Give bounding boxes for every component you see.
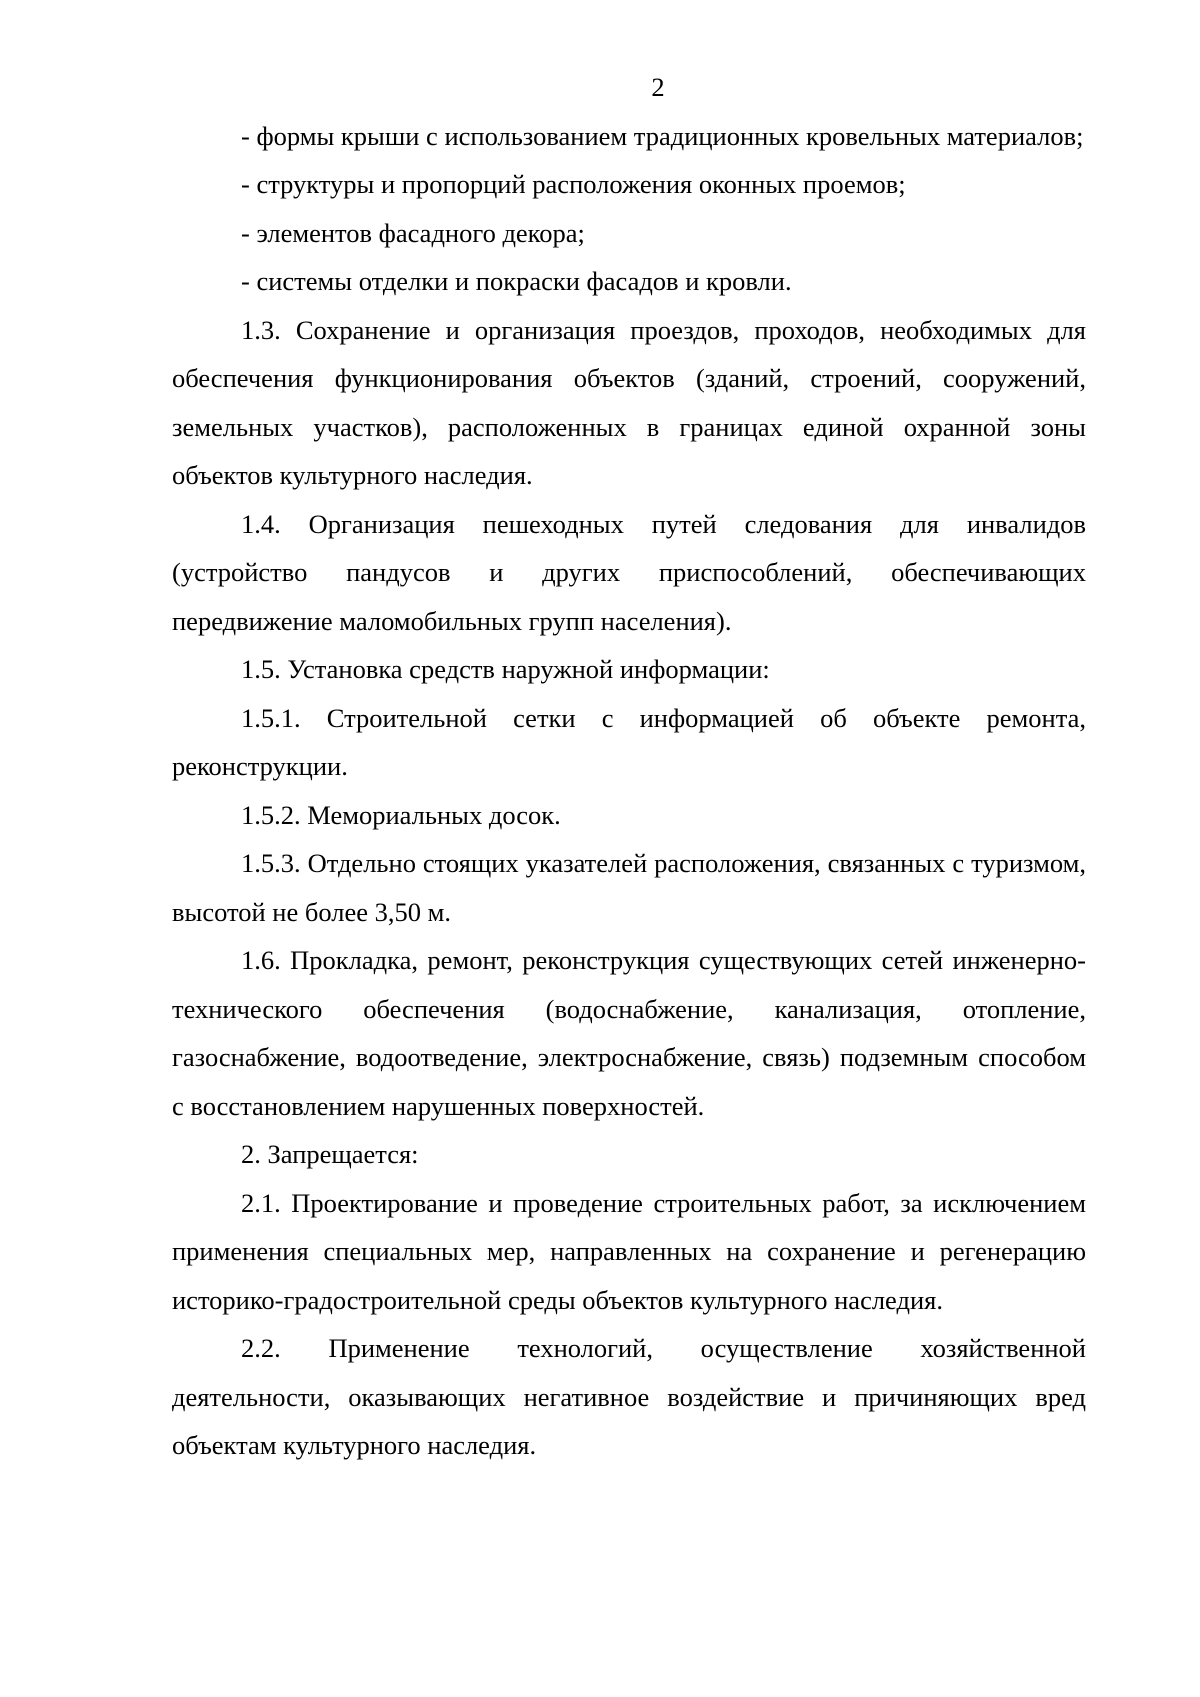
paragraph-1-6: 1.6. Прокладка, ремонт, реконструкция существующих сетей инженерно-технического обеспечения (водоснабжение, канализация, отопление, газоснабжение, водоотведение, электроснабжение, связь) подземным способом с восстановлением нарушенных поверхностей. [172,945,1086,1121]
paragraph-1-4: 1.4. Организация пешеходных путей следования для инвалидов (устройство пандусов и других приспособлений, обеспечивающих передвижение маломобильных групп населения). [172,508,1086,636]
page-number: 2 [651,72,665,102]
paragraph-2-2: 2.2. Применение технологий, осуществление хозяйственной деятельности, оказывающих негативное воздействие и причиняющих вред объектам культурного наследия. [172,1333,1086,1460]
paragraph-facade-decor: - элементов фасадного декора; [241,217,585,248]
paragraph-1-5: 1.5. Установка средств наружной информации: [241,654,770,684]
paragraph-1-5-2: 1.5.2. Мемориальных досок. [241,799,561,830]
paragraph-1-5-1: 1.5.1. Строительной сетки с информацией об объекте ремонта, реконструкции. [172,702,1086,781]
paragraph-window-structure: - структуры и пропорций расположения оконных проемов; [241,169,906,199]
paragraph-1-5-3: 1.5.3. Отдельно стоящих указателей расположения, связанных с туризмом, высотой не более 3,50 м. [172,848,1086,927]
paragraph-2-1: 2.1. Проектирование и проведение строительных работ, за исключением применения специальных мер, направленных на сохранение и регенерацию историко-градостроительной среды объектов культурного наследия. [172,1187,1086,1315]
paragraph-finishing-system: - системы отделки и покраски фасадов и кровли. [241,266,792,296]
paragraph-roof-forms: - формы крыши с использованием традиционных кровельных материалов; [241,120,1084,151]
paragraph-2: 2. Запрещается: [241,1139,419,1169]
paragraph-1-3: 1.3. Сохранение и организация проездов, проходов, необходимых для обеспечения функционирования объектов (зданий, строений, сооружений, земельных участков), расположенных в границах единой охранной зоны объектов культурного наследия. [172,314,1086,490]
